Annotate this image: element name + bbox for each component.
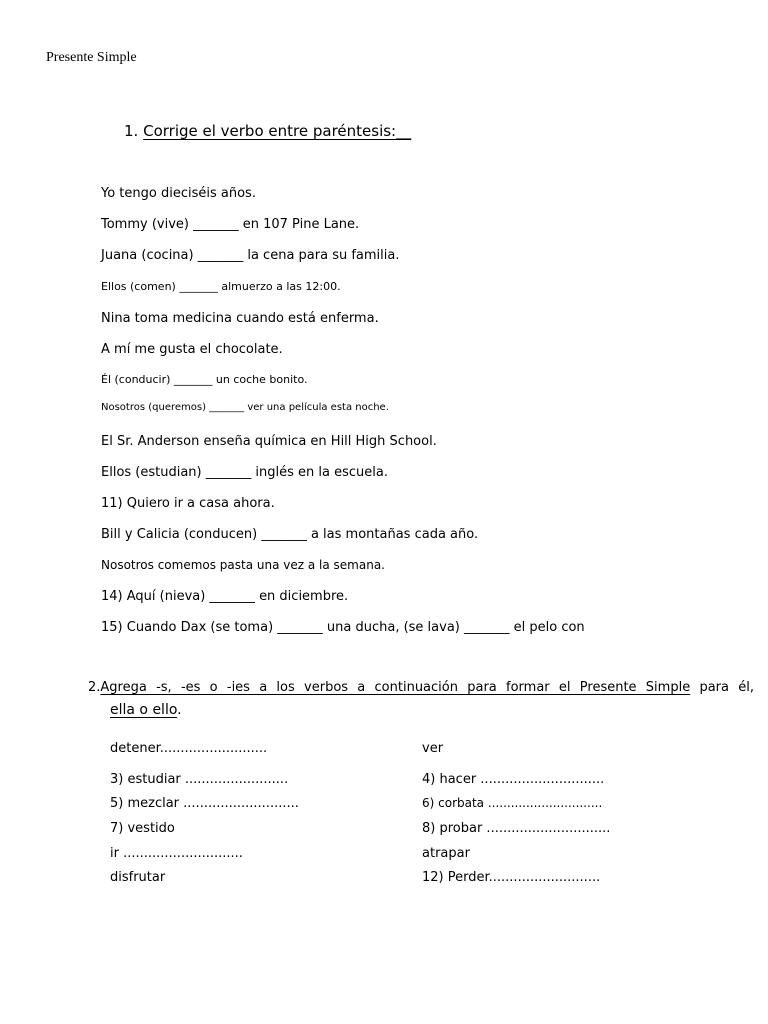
verb-item-right-4: 8) probar .............................. [422,821,611,836]
exercise-line-5: Nina toma medicina cuando está enferma. [101,311,379,326]
section-1-heading [124,122,411,140]
section-1-number: 1. [124,122,139,140]
exercise-line-2: Tommy (vive) _______ en 107 Pine Lane. [101,217,360,232]
verb-item-right-2: 4) hacer .............................. [422,772,605,787]
verb-item-left-5: ir ............................. [110,846,243,861]
verb-item-right-1: ver [422,741,444,756]
exercise-line-7: Él (conducir) _______ un coche bonito. [101,373,308,386]
verb-item-left-4: 7) vestido [110,821,175,836]
exercise-line-15: 15) Cuando Dax (se toma) _______ una ducha, (se lava) _______ el pelo con [101,620,585,635]
exercise-line-1: Yo tengo dieciséis años. [101,186,256,201]
section-2-period: . [177,702,182,718]
section-2-instruction-line2 [110,702,182,718]
exercise-line-6: A mí me gusta el chocolate. [101,342,283,357]
verb-item-right-3: 6) corbata .............................. [422,796,603,810]
section-2-instruction [88,680,754,695]
section-2-instruction-tail: para él, [690,680,754,695]
verb-item-left-6: disfrutar [110,870,166,885]
verb-item-left-2: 3) estudiar ......................... [110,772,289,787]
exercise-line-14: 14) Aquí (nieva) _______ en diciembre. [101,589,349,604]
verb-item-left-1: detener.......................... [110,741,268,756]
verb-item-left-3: 5) mezclar ............................ [110,796,299,811]
exercise-line-13: Nosotros comemos pasta una vez a la semana. [101,558,385,572]
exercise-line-10: Ellos (estudian) _______ inglés en la escuela. [101,465,388,480]
section-2-instruction-underlined: Agrega -s, -es o -ies a los verbos a continuación para formar el Presente Simple [100,680,691,695]
verb-item-right-5: atrapar [422,846,470,861]
exercise-line-9: El Sr. Anderson enseña química en Hill High School. [101,434,437,449]
section-2-number: 2. [88,680,101,695]
section-2-pronouns: ella o ello [110,702,178,718]
section-1-title: Corrige el verbo entre paréntesis:__ [143,122,412,140]
exercise-line-3: Juana (cocina) _______ la cena para su familia. [101,248,400,263]
exercise-line-8: Nosotros (queremos) _______ ver una película esta noche. [101,402,389,413]
exercise-line-11: 11) Quiero ir a casa ahora. [101,496,275,511]
exercise-line-4: Ellos (comen) _______ almuerzo a las 12:00. [101,280,341,293]
verb-item-right-6: 12) Perder........................... [422,870,601,885]
page-header: Presente Simple [46,50,137,65]
exercise-line-12: Bill y Calicia (conducen) _______ a las montañas cada año. [101,527,479,542]
